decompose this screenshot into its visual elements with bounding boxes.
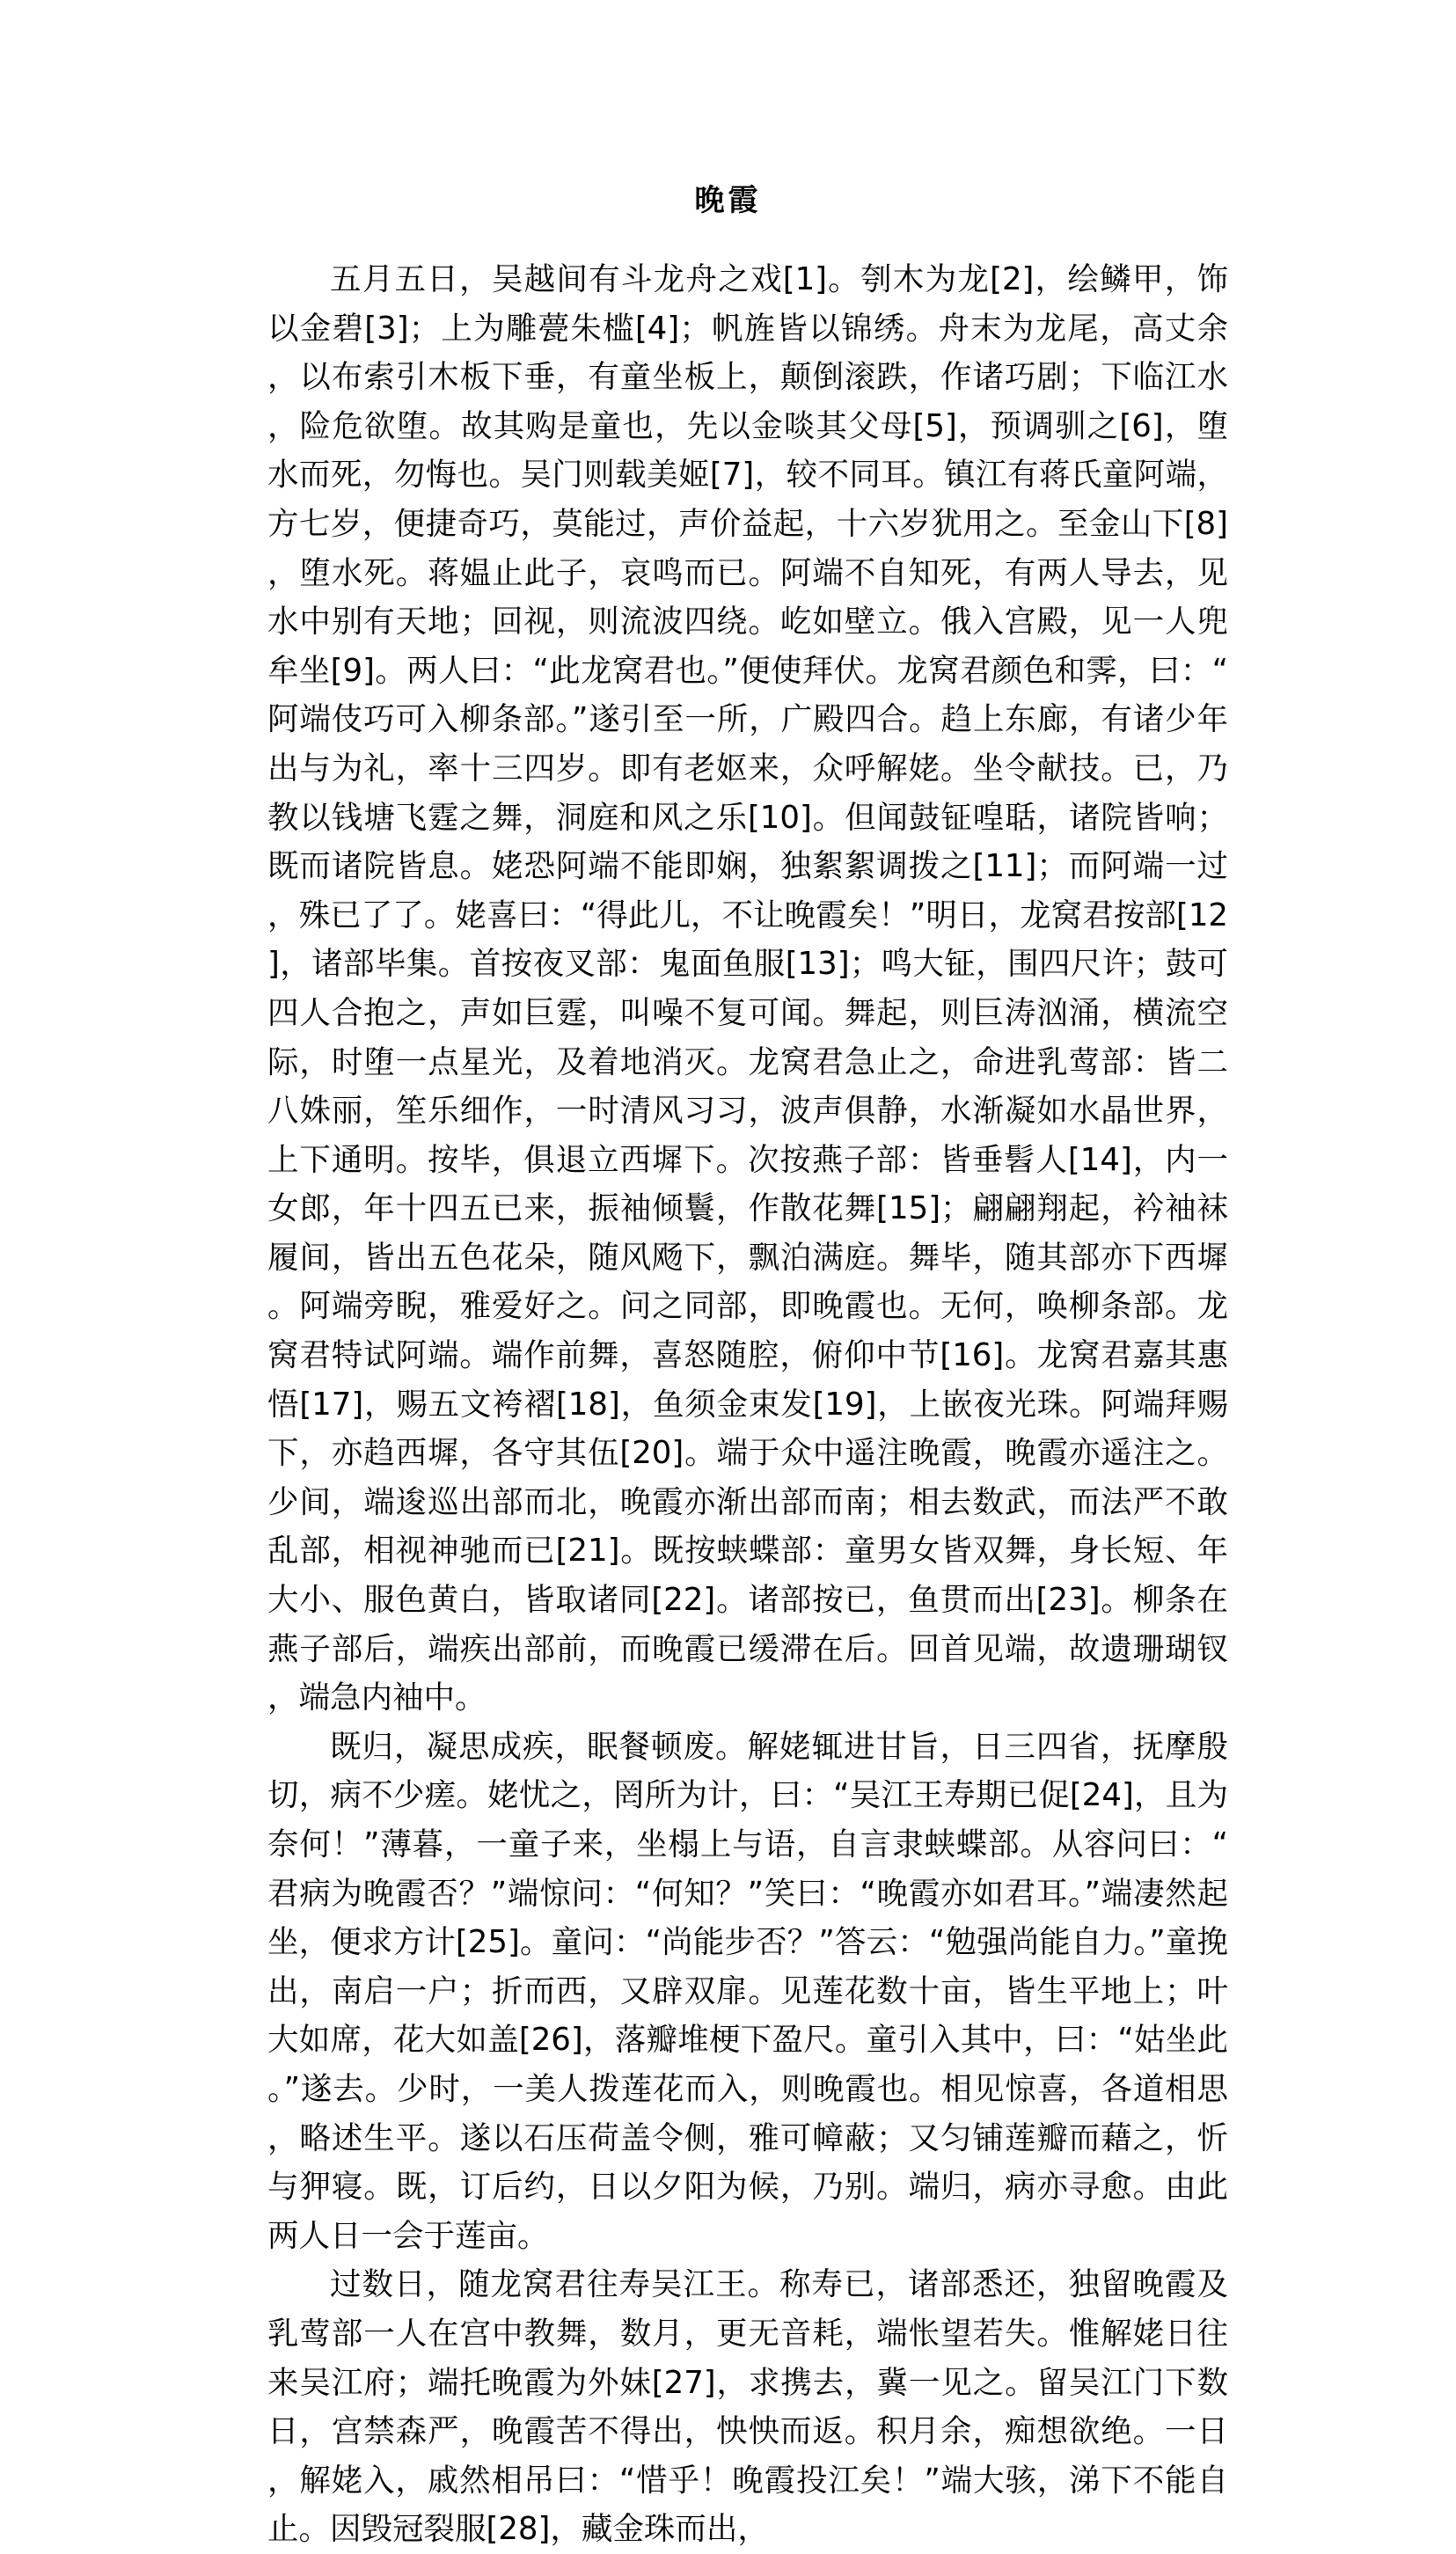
paragraph-1: 五月五日，吴越间有斗龙舟之戏[1]。刳木为龙[2]，绘鳞甲，饰以金碧[3]；上为雕甍朱槛[4]；帆旌皆以锦绣。舟末为龙尾，高丈余，以布索引木板下垂，有童坐板上，颠倒滚跌，作诸巧剧；下临江水，险危欲堕。故其购是童也，先以金啖其父母[5]，预调驯之[6]，堕水而死，勿悔也。吴门则载美姬[7]，较不同耳。镇江有蒋氏童阿端，方七岁，便捷奇巧，莫能过，声价益起，十六岁犹用之。至金山下[8]，堕水死。蒋媪止此子，哀鸣而已。阿端不自知死，有两人导去，见水中别有天地；回视，则流波四绕。屹如壁立。俄入宫殿，见一人兜牟坐[9]。两人曰：“此龙窝君也。”便使拜伏。龙窝君颜色和霁，曰：“阿端伎巧可入柳条部。”遂引至一所，广殿四合。趋上东廊，有诸少年出与为礼，率十三四岁。即有老妪来，众呼解姥。坐令献技。已，乃教以钱塘飞霆之舞，洞庭和风之乐[10]。但闻鼓钲喤聒，诸院皆响；既而诸院皆息。姥恐阿端不能即娴，独絮絮调拨之[11]；而阿端一过，殊已了了。姥喜曰：“得此儿，不让晚霞矣！”明日，龙窝君按部[12]，诸部毕集。首按夜叉部：鬼面鱼服[13]；鸣大钲，围四尺许；鼓可四人合抱之，声如巨霆，叫噪不复可闻。舞起，则巨涛汹涌，横流空际，时堕一点星光，及着地消灭。龙窝君急止之，命进乳莺部：皆二八姝丽，笙乐细作，一时清风习习，波声俱静，水渐凝如水晶世界，上下通明。按毕，俱退立西墀下。次按燕子部：皆垂髫人[14]，内一女郎，年十四五已来，振袖倾鬟，作散花舞[15]；翩翩翔起，衿袖袜履间，皆出五色花朵，随风飏下，飘泊满庭。舞毕，随其部亦下西墀。阿端旁睨，雅爱好之。问之同部，即晚霞也。无何，唤柳条部。龙窝君特试阿端。端作前舞，喜怒随腔，俯仰中节[16]。龙窝君嘉其惠悟[17]，赐五文袴褶[18]，鱼须金束发[19]，上嵌夜光珠。阿端拜赐下，亦趋西墀，各守其伍[20]。端于众中遥注晚霞，晚霞亦遥注之。少间，端逡巡出部而北，晚霞亦渐出部而南；相去数武，而法严不敢乱部，相视神驰而已[21]。既按蛱蝶部：童男女皆双舞，身长短、年大小、服色黄白，皆取诸同[22]。诸部按已，鱼贯而出[23]。柳条在燕子部后，端疾出部前，而晚霞已缓滞在后。回首见端，故遗珊瑚钗，端急内袖中。 xyxy=(267,261,1228,1716)
document-body xyxy=(267,255,1228,2554)
document-title: 晚霞 xyxy=(694,183,762,218)
paragraph-3: 过数日，随龙窝君往寿吴江王。称寿已，诸部悉还，独留晚霞及乳莺部一人在宫中教舞，数月，更无音耗，端怅望若失。惟解姥日往来吴江府；端托晚霞为外妹[27]，求携去，冀一见之。留吴江门下数日，宫禁森严，晚霞苦不得出，怏怏而返。积月余，痴想欲绝。一日，解姥入，戚然相吊曰：“惜乎！晚霞投江矣！”端大骇，涕下不能自止。因毁冠裂服[28]，藏金珠而出， xyxy=(267,2266,1228,2548)
paragraph-2: 既归，凝思成疾，眠餐顿废。解姥辄进甘旨，日三四省，抚摩殷切，病不少瘥。姥忧之，罔所为计，曰：“吴江王寿期已促[24]，且为奈何！”薄暮，一童子来，坐榻上与语，自言隶蛱蝶部。从容问曰：“君病为晚霞否？”端惊问：“何知？”笑曰：“晚霞亦如君耳。”端凄然起坐，便求方计[25]。童问：“尚能步否？”答云：“勉强尚能自力。”童挽出，南启一户；折而西，又辟双扉。见莲花数十亩，皆生平地上；叶大如席，花大如盖[26]，落瓣堆梗下盈尺。童引入其中，曰：“姑坐此。”遂去。少时，一美人拨莲花而入，则晚霞也。相见惊喜，各道相思，略述生平。遂以石压荷盖令侧，雅可幛蔽；又匀铺莲瓣而藉之，忻与狎寝。既，订后约，日以夕阳为候，乃别。端归，病亦寻愈。由此两人日一会于莲亩。 xyxy=(267,1728,1228,2254)
